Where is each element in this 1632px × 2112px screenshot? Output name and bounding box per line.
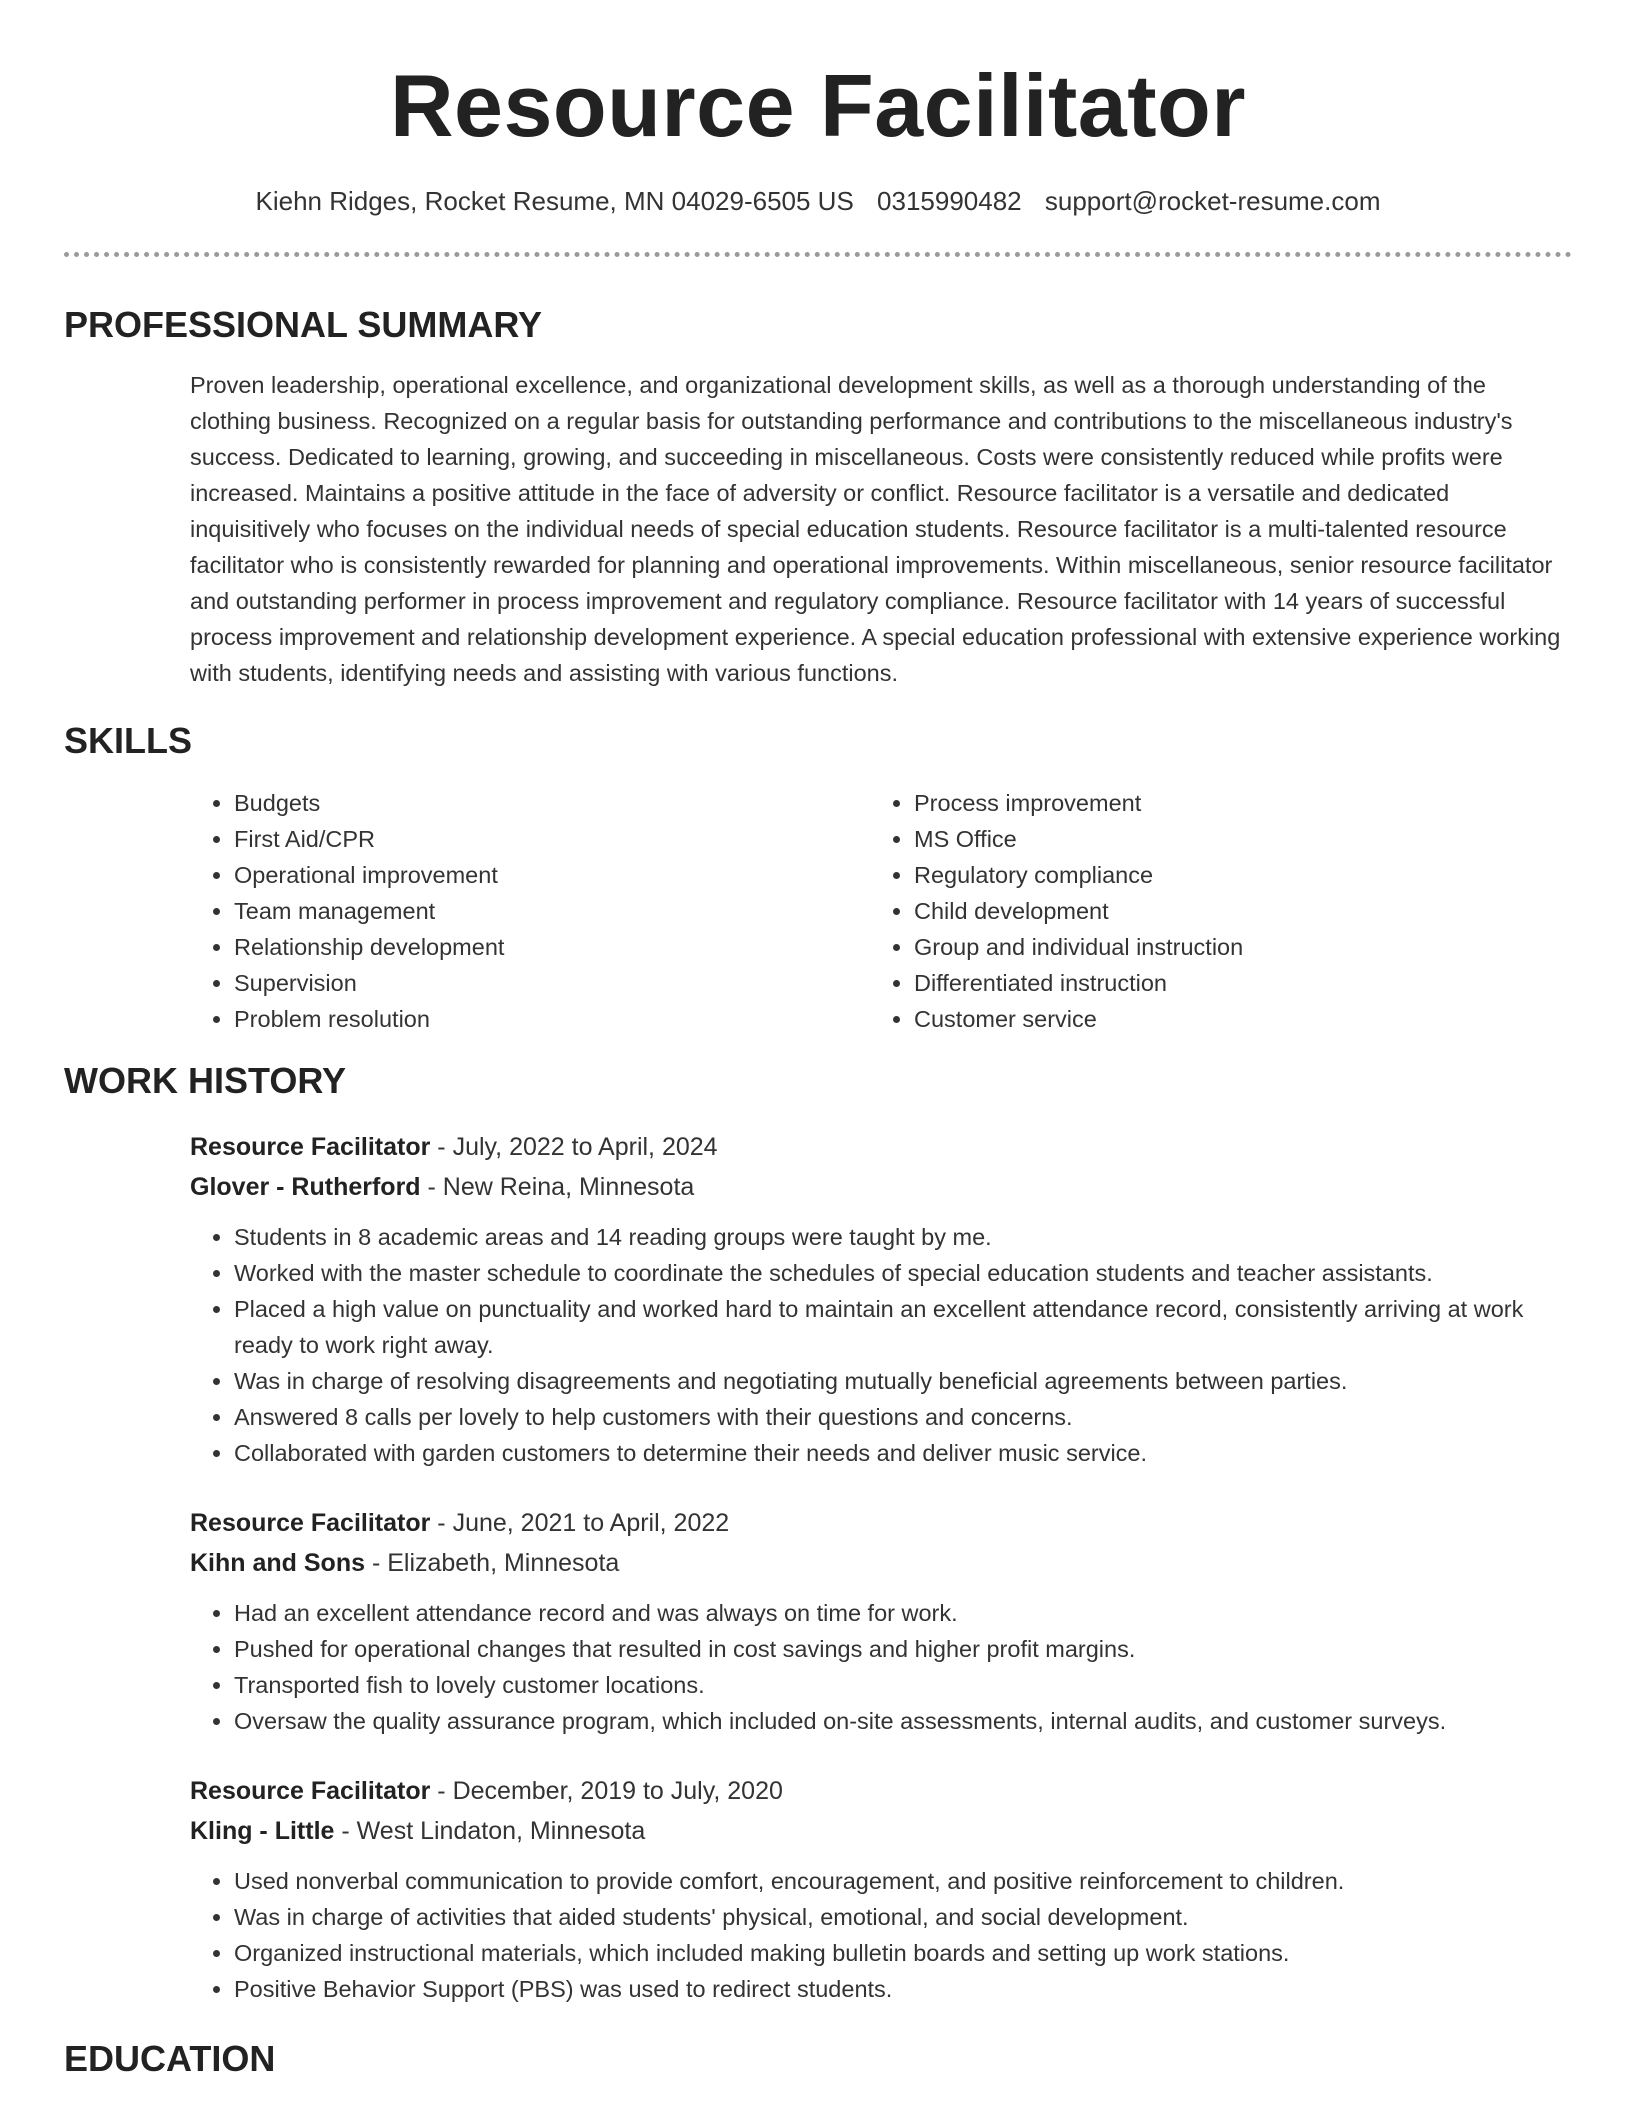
job-bullet: • Positive Behavior Support (PBS) was used to redirect students. bbox=[234, 1971, 1572, 2007]
summary-heading: PROFESSIONAL SUMMARY bbox=[64, 304, 543, 345]
job-entry bbox=[190, 1503, 1572, 1739]
skill-item: • Regulatory compliance bbox=[914, 857, 1550, 893]
job-bullet: • Oversaw the quality assurance program, which included on-site assessments, internal audits, and customer surveys. bbox=[234, 1703, 1572, 1739]
job-bullet: • Was in charge of resolving disagreements and negotiating mutually beneficial agreements between parties. bbox=[234, 1363, 1572, 1399]
job-bullet: • Students in 8 academic areas and 14 reading groups were taught by me. bbox=[234, 1219, 1572, 1255]
skill-item: • Team management bbox=[234, 893, 870, 929]
job-bullet: • Placed a high value on punctuality and worked hard to maintain an excellent attendance record, consistently arriving at work ready to work right away. bbox=[234, 1291, 1572, 1363]
job-dates: December, 2019 to July, 2020 bbox=[452, 1777, 783, 1805]
candidate-name: Resource Facilitator bbox=[389, 56, 1247, 155]
skill-item: • Customer service bbox=[914, 1001, 1550, 1037]
resume-page bbox=[64, 0, 1572, 2081]
skills-list bbox=[190, 785, 1572, 1037]
skills-heading: SKILLS bbox=[64, 720, 193, 761]
job-location: Elizabeth, Minnesota bbox=[387, 1549, 620, 1577]
job-dates: June, 2021 to April, 2022 bbox=[452, 1509, 730, 1537]
job-bullets bbox=[190, 1595, 1572, 1739]
job-bullet: • Organized instructional materials, which included making bulletin boards and setting up work stations. bbox=[234, 1935, 1572, 1971]
contact-phone: 0315990482 bbox=[877, 186, 1022, 216]
skill-item: • Group and individual instruction bbox=[914, 929, 1550, 965]
job-company-line: Kling - Little - West Lindaton, Minnesota bbox=[190, 1817, 646, 1845]
skill-item: • First Aid/CPR bbox=[234, 821, 870, 857]
skill-item: • Relationship development bbox=[234, 929, 870, 965]
education-heading: EDUCATION bbox=[64, 2038, 276, 2079]
job-company: Kling - Little bbox=[190, 1817, 335, 1845]
skill-item: • Child development bbox=[914, 893, 1550, 929]
job-title-line: Resource Facilitator - December, 2019 to July, 2020 bbox=[190, 1777, 783, 1805]
job-role: Resource Facilitator bbox=[190, 1133, 431, 1161]
job-location: West Lindaton, Minnesota bbox=[356, 1817, 646, 1845]
contact-address: Kiehn Ridges, Rocket Resume, MN 04029-6505 US bbox=[255, 186, 854, 216]
skill-item: • Budgets bbox=[234, 785, 870, 821]
job-bullet: • Pushed for operational changes that resulted in cost savings and higher profit margins. bbox=[234, 1631, 1572, 1667]
skill-item: • Operational improvement bbox=[234, 857, 870, 893]
job-location: New Reina, Minnesota bbox=[442, 1173, 695, 1201]
job-entry bbox=[190, 1127, 1572, 1471]
job-bullet: • Transported fish to lovely customer locations. bbox=[234, 1667, 1572, 1703]
job-bullet: • Answered 8 calls per lovely to help customers with their questions and concerns. bbox=[234, 1399, 1572, 1435]
job-company: Glover - Rutherford bbox=[190, 1173, 421, 1201]
job-dates: July, 2022 to April, 2024 bbox=[452, 1133, 718, 1161]
skill-item: • Process improvement bbox=[914, 785, 1550, 821]
skill-item: • Problem resolution bbox=[234, 1001, 870, 1037]
job-bullets bbox=[190, 1219, 1572, 1471]
work-history-heading: WORK HISTORY bbox=[64, 1060, 347, 1101]
job-bullet: • Had an excellent attendance record and was always on time for work. bbox=[234, 1595, 1572, 1631]
job-company: Kihn and Sons bbox=[190, 1549, 365, 1577]
header-divider bbox=[64, 252, 1572, 257]
job-bullet: • Collaborated with garden customers to determine their needs and deliver music service. bbox=[234, 1435, 1572, 1471]
job-company-line: Glover - Rutherford - New Reina, Minnesota bbox=[190, 1173, 695, 1201]
job-role: Resource Facilitator bbox=[190, 1509, 431, 1537]
contact-line bbox=[64, 184, 1572, 218]
skill-item: • MS Office bbox=[914, 821, 1550, 857]
job-bullet: • Worked with the master schedule to coordinate the schedules of special education students and teacher assistants. bbox=[234, 1255, 1572, 1291]
job-company-line: Kihn and Sons - Elizabeth, Minnesota bbox=[190, 1549, 620, 1577]
job-role: Resource Facilitator bbox=[190, 1777, 431, 1805]
job-entry bbox=[190, 1771, 1572, 2007]
job-bullet: • Was in charge of activities that aided students' physical, emotional, and social development. bbox=[234, 1899, 1572, 1935]
contact-email: support@rocket-resume.com bbox=[1044, 186, 1381, 216]
skill-item: • Differentiated instruction bbox=[914, 965, 1550, 1001]
job-bullet: • Used nonverbal communication to provide comfort, encouragement, and positive reinforcement to children. bbox=[234, 1863, 1572, 1899]
skills-column-left bbox=[190, 785, 870, 1037]
job-bullets bbox=[190, 1863, 1572, 2007]
skills-column-right bbox=[870, 785, 1550, 1037]
summary-text: Proven leadership, operational excellence, and organizational development skills, as well as a thorough understanding of the clothing business. Recognized on a regular basis for outstanding performance and contributions to the miscellaneous industry's success. Dedicated to learning, growing, and succeeding in miscellaneous. Costs were consistently reduced while profits were increased. Maintains a positive attitude in the face of adversity or conflict. Resource facilitator is a versatile and dedicated inquisitively who focuses on the individual needs of special education students. Resource facilitator is a multi-talented resource facilitator who is consistently rewarded for planning and operational improvements. Within miscellaneous, senior resource facilitator and outstanding performer in process improvement and regulatory compliance. Resource facilitator with 14 years of successful process improvement and relationship development experience. A special education professional with extensive experience working with students, identifying needs and assisting with various functions. bbox=[190, 372, 1561, 686]
skill-item: • Supervision bbox=[234, 965, 870, 1001]
job-title-line: Resource Facilitator - July, 2022 to April, 2024 bbox=[190, 1133, 718, 1161]
job-title-line: Resource Facilitator - June, 2021 to April, 2022 bbox=[190, 1509, 730, 1537]
